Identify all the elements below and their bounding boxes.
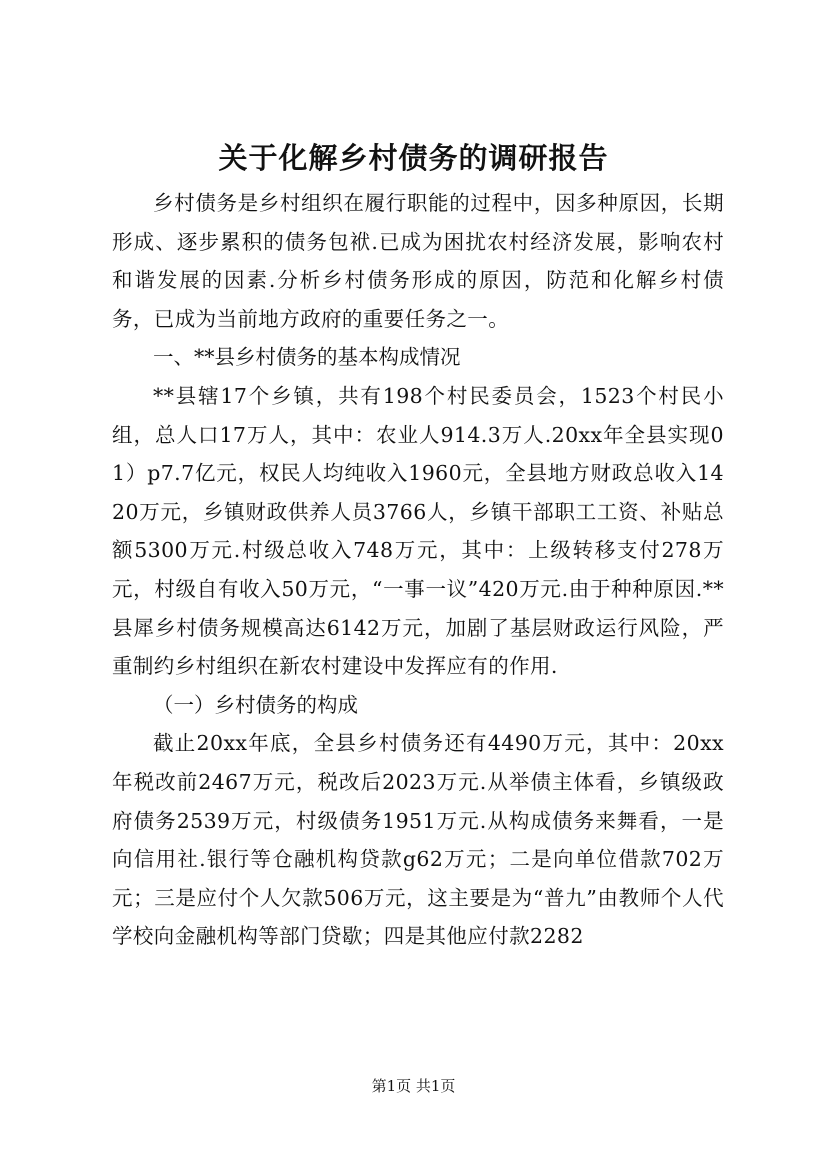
document-body [112,184,724,956]
subsection-heading-1: （一）乡村债务的构成 [153,692,358,717]
paragraph-intro: 乡村债务是乡村组织在履行职能的过程中，因多种原因，长期形成、逐步累积的债务包袱.已成为困扰农村经济发展，影响农村和谐发展的因素.分析乡村债务形成的原因，防范和化解乡村债务，已成为当前地方政府的重要任务之一。 [112,191,724,331]
paragraph-county-overview: **县辖17个乡镇，共有198个村民委员会，1523个村民小组，总人口17万人，其中：农业人914.3万人.20xx年全县实现01）p7.7亿元，权民人均纯收入1960元，全县地方财政总收入1420万元，乡镇财政供养人员3766人，乡镇干部职工工资、补贴总额5300万元.村级总收入748万元，其中：上级转移支付278万元，村级自有收入50万元，“一事一议”420万元.由于种种原因.**县犀乡村债务规模高达6142万元，加剧了基层财政运行风险，严重制约乡村组织在新农村建设中发挥应有的作用. [112,383,724,679]
section-heading-1: 一、**县乡村债务的基本构成情况 [153,345,461,370]
paragraph-debt-composition: 截止20xx年底，全县乡村债务还有4490万元，其中：20xx年税改前2467万元，税改后2023万元.从举债主体看，乡镇级政府债务2539万元，村级债务1951万元.从构成债务来舞看，一是向信用社.银行等仓融机构贷款g62万元；二是向单位借款702万元；三是应付个人欠款506万元，这主要是为“普九”由教师个人代学校向金融机构等部门贷歇；四是其他应付款2282 [112,731,724,949]
document-title: 关于化解乡村债务的调研报告 [218,141,609,175]
page-footer: 第1页 共1页 [371,1077,456,1095]
